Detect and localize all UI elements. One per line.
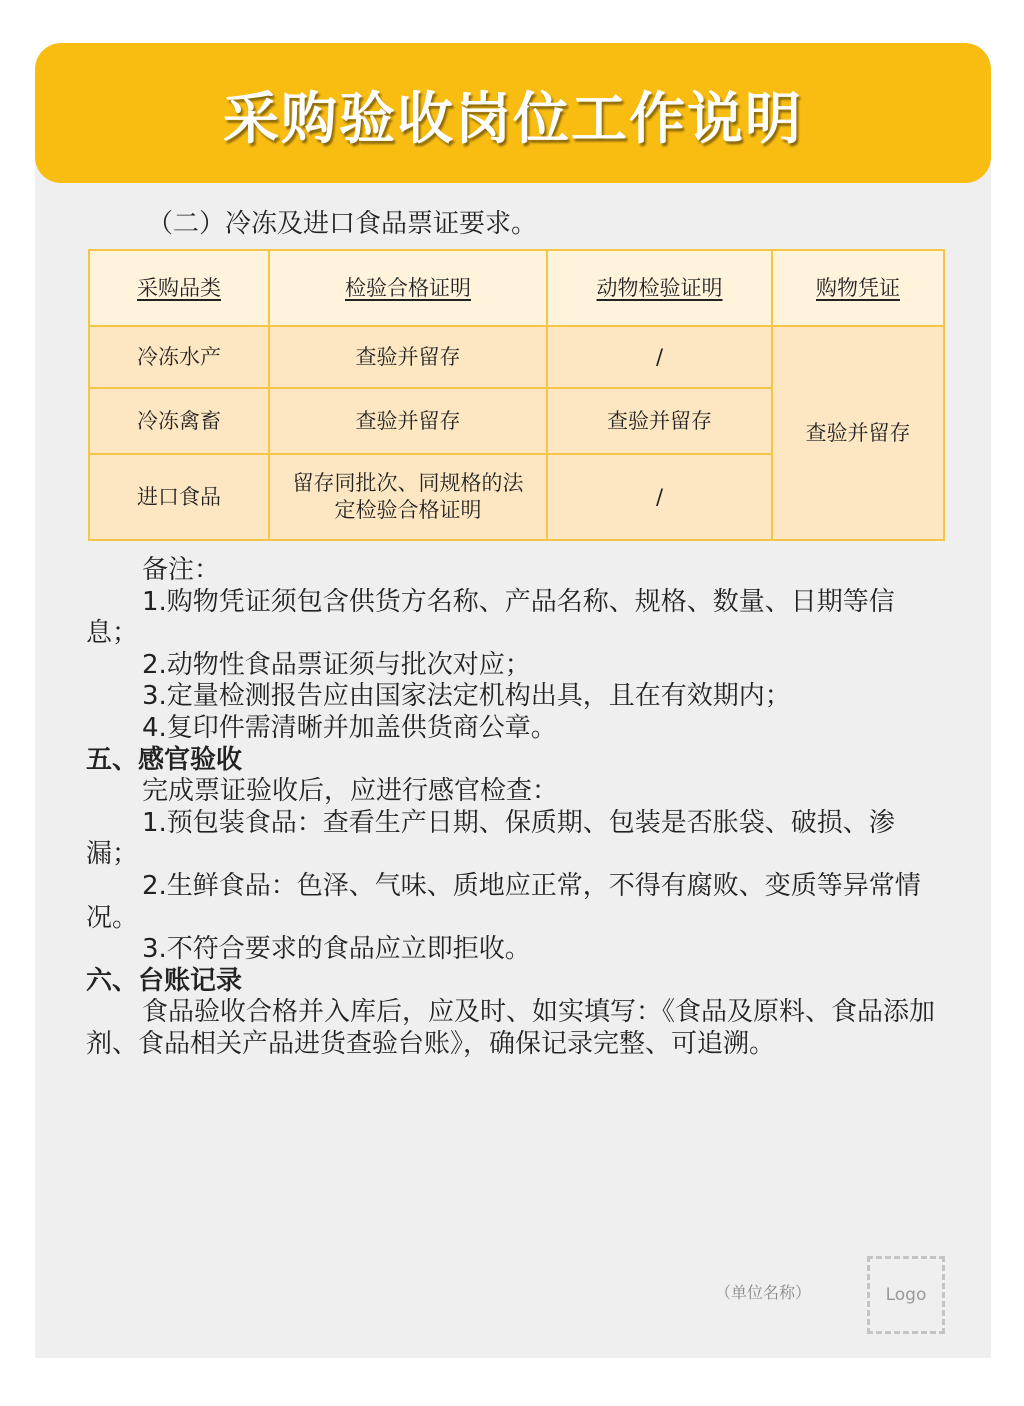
notes-label: 备注： (142, 555, 221, 585)
table-cell: 冷冻禽畜 (89, 388, 269, 454)
title-banner (35, 43, 991, 183)
table-cell: 查验并留存 (547, 388, 772, 454)
table-cell: 冷冻水产 (89, 326, 269, 388)
note-item: 1.购物凭证须包含供货方名称、产品名称、规格、数量、日期等信息； (86, 586, 895, 649)
body-text (86, 555, 941, 1061)
sensory-item: 1.预包装食品：查看生产日期、保质期、包装是否胀袋、破损、渗漏； (86, 807, 895, 870)
table-header-cell: 动物检验证明 (547, 250, 772, 326)
sensory-item: 3.不符合要求的食品应立即拒收。 (142, 934, 531, 965)
logo-text: Logo (885, 1285, 927, 1305)
sensory-item: 2.生鲜食品：色泽、气味、质地应正常，不得有腐败、变质等异常情况。 (86, 870, 921, 933)
page-title: 采购验收岗位工作说明 (223, 87, 803, 152)
sensory-heading: 五、感官验收 (86, 744, 243, 775)
section-title: （二）冷冻及进口食品票证要求。 (147, 209, 538, 239)
page-card (35, 43, 991, 1358)
table-row (89, 326, 944, 388)
table-header-cell: 采购品类 (89, 250, 269, 326)
note-item: 4.复印件需清晰并加盖供货商公章。 (142, 712, 557, 743)
table-header-row (89, 250, 944, 326)
sensory-intro: 完成票证验收后，应进行感官检查： (142, 776, 559, 807)
table-cell: 留存同批次、同规格的法定检验合格证明 (269, 454, 547, 540)
logo-placeholder (867, 1256, 945, 1334)
unit-name: （单位名称） (715, 1283, 812, 1302)
table-cell: 查验并留存 (269, 388, 547, 454)
table-cell: / (547, 326, 772, 388)
table-cell: / (547, 454, 772, 540)
table-cell: 进口食品 (89, 454, 269, 540)
note-item: 2.动物性食品票证须与批次对应； (142, 649, 531, 680)
table-header-cell: 购物凭证 (772, 250, 944, 326)
table-cell-voucher: 查验并留存 (772, 326, 944, 540)
ledger-heading: 六、台账记录 (86, 965, 243, 996)
table-cell: 查验并留存 (269, 326, 547, 388)
requirements-table (88, 249, 945, 541)
table-header-cell: 检验合格证明 (269, 250, 547, 326)
note-item: 3.定量检测报告应由国家法定机构出具，且在有效期内； (142, 681, 791, 712)
ledger-text: 食品验收合格并入库后，应及时、如实填写：《食品及原料、食品添加剂、食品相关产品进货查验台账》，确保记录完整、可追溯。 (86, 997, 936, 1059)
